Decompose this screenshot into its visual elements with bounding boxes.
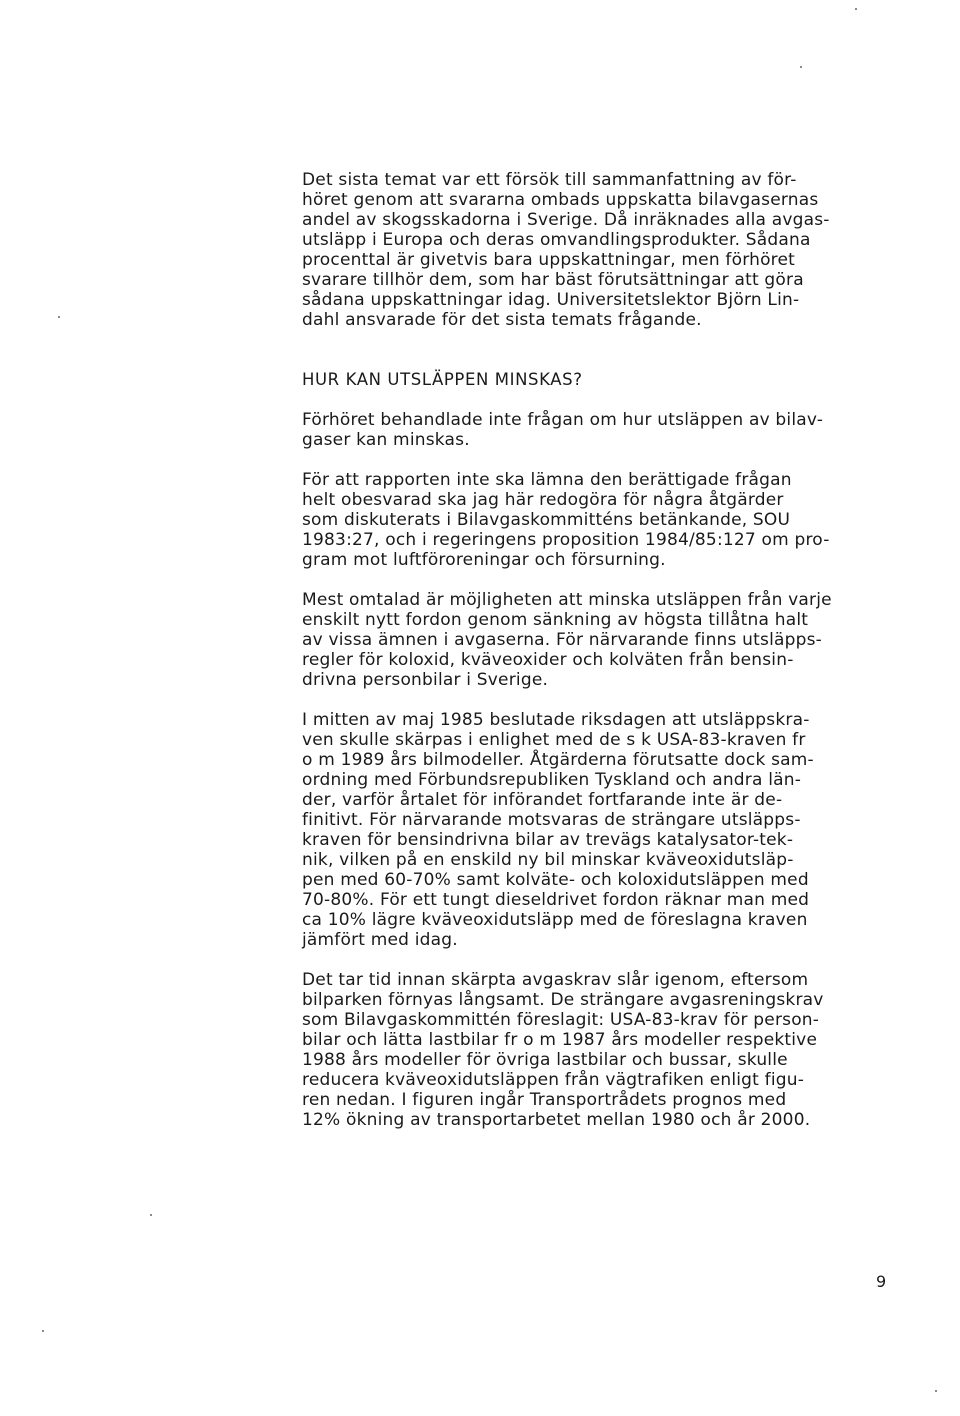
paragraph-fleet-renewal bbox=[302, 970, 902, 1130]
text-line: andel av skogsskadorna i Sverige. Då inräknades alla avgas- bbox=[302, 210, 830, 230]
scan-speck bbox=[150, 1214, 152, 1216]
text-line: utsläpp i Europa och deras omvandlingsprodukter. Sådana bbox=[302, 230, 811, 250]
paragraph-not-addressed bbox=[302, 410, 902, 450]
paragraph-emission-limits bbox=[302, 590, 902, 690]
text-line: Det sista temat var ett försök till sammanfattning av för- bbox=[302, 170, 797, 190]
paragraph-measures-intro bbox=[302, 470, 902, 570]
page-number: 9 bbox=[876, 1272, 887, 1291]
scan-speck bbox=[58, 316, 60, 318]
text-line: ven skulle skärpas i enlighet med de s k USA-83-kraven fr bbox=[302, 730, 806, 750]
text-line: jämfört med idag. bbox=[302, 930, 458, 950]
text-line: dahl ansvarade för det sista temats frågande. bbox=[302, 310, 702, 330]
text-line: nik, vilken på en enskild ny bil minskar kväveoxidutsläp- bbox=[302, 850, 794, 870]
text-line: drivna personbilar i Sverige. bbox=[302, 670, 549, 690]
text-line: regler för koloxid, kväveoxider och kolväten från bensin- bbox=[302, 650, 794, 670]
text-line: 70-80%. För ett tungt dieseldrivet fordon räknar man med bbox=[302, 890, 810, 910]
text-line: gram mot luftföroreningar och försurning. bbox=[302, 550, 666, 570]
text-line: helt obesvarad ska jag här redogöra för några åtgärder bbox=[302, 490, 784, 510]
text-line: För att rapporten inte ska lämna den berättigade frågan bbox=[302, 470, 792, 490]
text-line: I mitten av maj 1985 beslutade riksdagen att utsläppskra- bbox=[302, 710, 810, 730]
text-line: Mest omtalad är möjligheten att minska utsläppen från varje bbox=[302, 590, 832, 610]
text-line: 12% ökning av transportarbetet mellan 1980 och år 2000. bbox=[302, 1110, 811, 1130]
text-line: Förhöret behandlade inte frågan om hur utsläppen av bilav- bbox=[302, 410, 824, 430]
text-line: som Bilavgaskommittén föreslagit: USA-83-krav för person- bbox=[302, 1010, 820, 1030]
text-line: reducera kväveoxidutsläppen från vägtrafiken enligt figu- bbox=[302, 1070, 805, 1090]
text-line: finitivt. För närvarande motsvaras de strängare utsläpps- bbox=[302, 810, 801, 830]
section-heading bbox=[302, 370, 902, 390]
text-line: gaser kan minskas. bbox=[302, 430, 470, 450]
scan-speck bbox=[800, 66, 802, 68]
text-line: pen med 60-70% samt kolväte- och koloxidutsläppen med bbox=[302, 870, 809, 890]
text-line: ren nedan. I figuren ingår Transportrådets prognos med bbox=[302, 1090, 787, 1110]
text-line: 1983:27, och i regeringens proposition 1984/85:127 om pro- bbox=[302, 530, 830, 550]
text-line: bilparken förnyas långsamt. De strängare avgasreningskrav bbox=[302, 990, 824, 1010]
text-line: der, varför årtalet för införandet fortfarande inte är de- bbox=[302, 790, 783, 810]
text-line: bilar och lätta lastbilar fr o m 1987 års modeller respektive bbox=[302, 1030, 818, 1050]
heading-text: HUR KAN UTSLÄPPEN MINSKAS? bbox=[302, 370, 583, 389]
text-line: höret genom att svararna ombads uppskatta bilavgasernas bbox=[302, 190, 819, 210]
scan-speck bbox=[42, 1330, 44, 1332]
scan-speck bbox=[935, 1390, 937, 1392]
text-line: enskilt nytt fordon genom sänkning av högsta tillåtna halt bbox=[302, 610, 809, 630]
scan-speck bbox=[855, 8, 857, 10]
text-line: som diskuterats i Bilavgaskommitténs betänkande, SOU bbox=[302, 510, 791, 530]
text-line: procenttal är givetvis bara uppskattningar, men förhöret bbox=[302, 250, 796, 270]
text-line: ca 10% lägre kväveoxidutsläpp med de föreslagna kraven bbox=[302, 910, 808, 930]
paragraph-forhor-summary bbox=[302, 170, 902, 330]
text-line: 1988 års modeller för övriga lastbilar och bussar, skulle bbox=[302, 1050, 788, 1070]
paragraph-riksdag-decision bbox=[302, 710, 902, 950]
text-line: o m 1989 års bilmodeller. Åtgärderna förutsatte dock sam- bbox=[302, 750, 814, 770]
text-line: kraven för bensindrivna bilar av trevägs katalysator-tek- bbox=[302, 830, 794, 850]
text-line: Det tar tid innan skärpta avgaskrav slår igenom, eftersom bbox=[302, 970, 809, 990]
text-line: sådana uppskattningar idag. Universitetslektor Björn Lin- bbox=[302, 290, 800, 310]
text-line: av vissa ämnen i avgaserna. För närvarande finns utsläpps- bbox=[302, 630, 822, 650]
text-line: svarare tillhör dem, som har bäst förutsättningar att göra bbox=[302, 270, 804, 290]
text-line: ordning med Förbundsrepubliken Tyskland och andra län- bbox=[302, 770, 802, 790]
